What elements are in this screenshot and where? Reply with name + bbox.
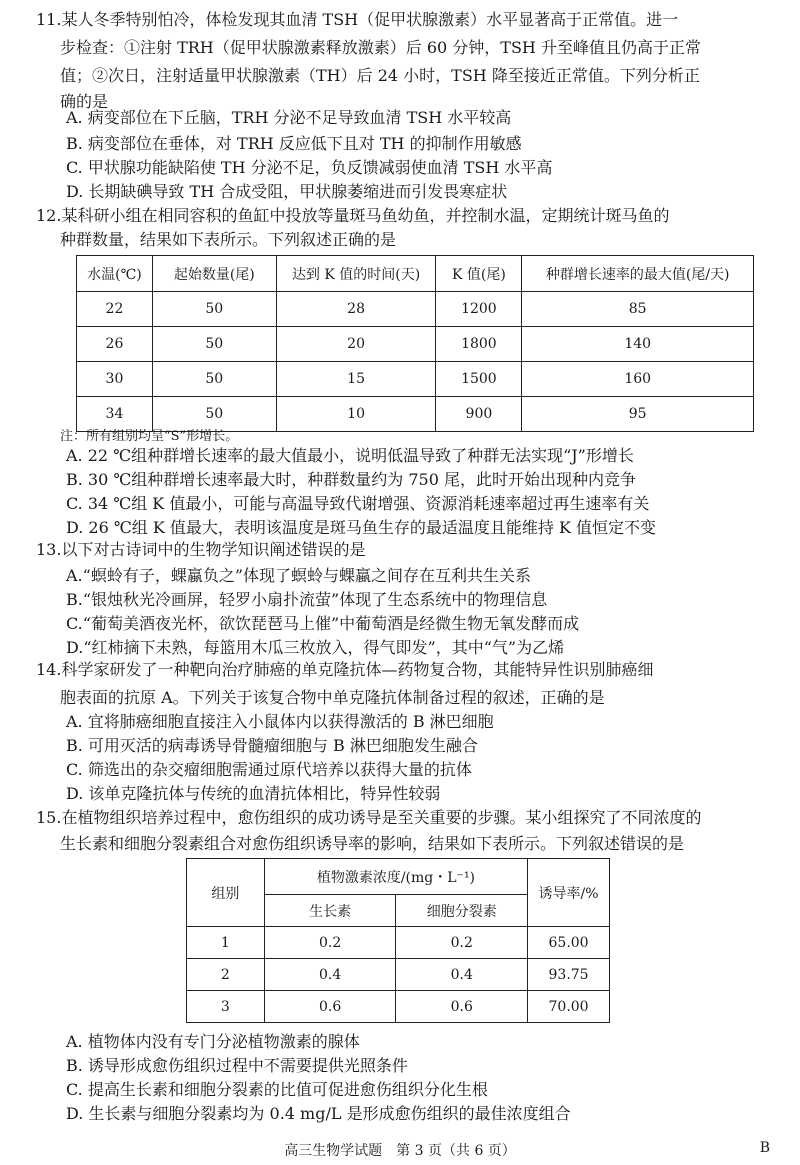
table-row — [187, 991, 610, 1023]
q14-stem-line-2: 胞表面的抗原 A。下列关于该复合物中单克隆抗体制备过程的叙述，正确的是 — [60, 688, 605, 707]
table-cell: 93.75 — [528, 959, 610, 991]
table-cell: 0.4 — [396, 959, 528, 991]
table-cell: 26 — [77, 327, 153, 362]
q11-number: 11. — [36, 10, 62, 29]
q14-stem-line-1: 14.科学家研发了一种靶向治疗肺癌的单克隆抗体—药物复合物，其能特异性识别肺癌细 — [36, 660, 654, 679]
q12-stem-line-2: 种群数量，结果如下表所示。下列叙述正确的是 — [60, 230, 397, 249]
q11-option-b: B. 病变部位在垂体，对 TRH 反应低下且对 TH 的抑制作用敏感 — [66, 134, 522, 153]
q13-option-c: C.“葡萄美酒夜光杯，欲饮琵琶马上催”中葡萄酒是经微生物无氧发酵而成 — [66, 614, 580, 633]
q15-option-c: C. 提高生长素和细胞分裂素的比值可促进愈伤组织分化生根 — [66, 1080, 488, 1099]
q15-option-b: B. 诱导形成愈伤组织过程中不需要提供光照条件 — [66, 1056, 408, 1075]
table-cell: 50 — [152, 362, 276, 397]
table-cell: 10 — [276, 397, 436, 432]
q11-stem-line-2: 步检查：①注射 TRH（促甲状腺激素释放激素）后 60 分钟，TSH 升至峰值且仍高于正常 — [60, 38, 701, 57]
q12-table-note: 注：所有组别均呈“S”形增长。 — [60, 429, 239, 444]
table-cell: 50 — [152, 327, 276, 362]
table-cell: 22 — [77, 292, 153, 327]
q12-option-a: A. 22 ℃组种群增长速率的最大值最小，说明低温导致了种群无法实现“J”形增长 — [66, 446, 634, 465]
q15-table-header-row-1 — [187, 859, 610, 895]
table-cell: 1 — [187, 927, 265, 959]
q14-option-a: A. 宜将肺癌细胞直接注入小鼠体内以获得激活的 B 淋巴细胞 — [66, 712, 494, 731]
table-cell: 900 — [436, 397, 522, 432]
table-row — [187, 959, 610, 991]
q13-stem-line-1: 13.以下对古诗词中的生物学知识阐述错误的是 — [36, 540, 366, 559]
paper-version-mark: B — [759, 1140, 770, 1156]
table-cell: 65.00 — [528, 927, 610, 959]
q12-number: 12. — [36, 206, 62, 225]
q15-option-d: D. 生长素与细胞分裂素均为 0.4 mg/L 是形成愈伤组织的最佳浓度组合 — [66, 1104, 571, 1123]
q15-header-concentration: 植物激素浓度/(mg・L⁻¹) — [264, 859, 527, 895]
table-cell: 85 — [522, 292, 754, 327]
q11-option-c: C. 甲状腺功能缺陷使 TH 分泌不足，负反馈减弱使血清 TSH 水平高 — [66, 158, 553, 177]
table-row — [77, 327, 754, 362]
q13-option-a: A.“螟蛉有子，蜾蠃负之”体现了螟蛉与蜾蠃之间存在互利共生关系 — [66, 566, 532, 585]
q15-header-cytokinin: 细胞分裂素 — [396, 895, 528, 927]
q12-option-b: B. 30 ℃组种群增长速率最大时，种群数量约为 750 尾，此时开始出现种内竞争 — [66, 470, 636, 489]
q12-header-start-count: 起始数量(尾) — [152, 256, 276, 292]
q12-header-temp: 水温(℃) — [77, 256, 153, 292]
q15-header-induction-rate: 诱导率/% — [528, 859, 610, 927]
table-cell: 3 — [187, 991, 265, 1023]
q15-number: 15. — [36, 808, 62, 827]
table-cell: 28 — [276, 292, 436, 327]
table-cell: 140 — [522, 327, 754, 362]
q12-stem-line-1: 12.某科研小组在相同容积的鱼缸中投放等量斑马鱼幼鱼，并控制水温，定期统计斑马鱼的 — [36, 206, 670, 225]
table-cell: 0.4 — [264, 959, 396, 991]
q12-header-days-to-k: 达到 K 值的时间(天) — [276, 256, 436, 292]
q12-option-d: D. 26 ℃组 K 值最大，表明该温度是斑马鱼生存的最适温度且能维持 K 值恒定不变 — [66, 518, 657, 537]
q14-option-b: B. 可用灭活的病毒诱导骨髓瘤细胞与 B 淋巴细胞发生融合 — [66, 736, 478, 755]
q15-stem-line-2: 生长素和细胞分裂素组合对愈伤组织诱导率的影响，结果如下表所示。下列叙述错误的是 — [60, 834, 685, 853]
q14-option-c: C. 筛选出的杂交瘤细胞需通过原代培养以获得大量的抗体 — [66, 760, 472, 779]
table-cell: 0.6 — [264, 991, 396, 1023]
table-cell: 1200 — [436, 292, 522, 327]
table-cell: 34 — [77, 397, 153, 432]
q11-stem-line-3: 值；②次日，注射适量甲状腺激素（TH）后 24 小时，TSH 降至接近正常值。下列分析正 — [60, 66, 700, 85]
q15-data-table — [186, 858, 610, 1023]
q11-stem-line-4: 确的是 — [60, 92, 109, 111]
q15-header-auxin: 生长素 — [264, 895, 396, 927]
q15-option-a: A. 植物体内没有专门分泌植物激素的腺体 — [66, 1032, 360, 1051]
table-cell: 160 — [522, 362, 754, 397]
q12-table-header-row — [77, 256, 754, 292]
q15-stem-line-1: 15.在植物组织培养过程中，愈伤组织的成功诱导是至关重要的步骤。某小组探究了不同浓度的 — [36, 808, 702, 827]
table-cell: 70.00 — [528, 991, 610, 1023]
q11-stem-line-1: 11.某人冬季特别怕冷，体检发现其血清 TSH（促甲状腺激素）水平显著高于正常值。进一 — [36, 10, 679, 29]
q14-number: 14. — [36, 660, 62, 679]
q11-option-a: A. 病变部位在下丘脑，TRH 分泌不足导致血清 TSH 水平较高 — [66, 108, 512, 127]
table-row — [77, 362, 754, 397]
q13-option-d: D.“红柿摘下未熟，每篮用木瓜三枚放入，得气即发”，其中“气”为乙烯 — [66, 638, 565, 657]
table-cell: 15 — [276, 362, 436, 397]
q13-number: 13. — [36, 540, 62, 559]
q12-option-c: C. 34 ℃组 K 值最小，可能与高温导致代谢增强、资源消耗速率超过再生速率有关 — [66, 494, 650, 513]
q11-option-d: D. 长期缺碘导致 TH 合成受阻，甲状腺萎缩进而引发畏寒症状 — [66, 182, 508, 201]
table-row — [77, 292, 754, 327]
table-cell: 1500 — [436, 362, 522, 397]
table-cell: 50 — [152, 397, 276, 432]
table-cell: 0.2 — [264, 927, 396, 959]
footer-page-info: 高三生物学试题 第 3 页（共 6 页） — [284, 1143, 516, 1159]
table-cell: 2 — [187, 959, 265, 991]
table-cell: 20 — [276, 327, 436, 362]
table-cell: 50 — [152, 292, 276, 327]
table-cell: 30 — [77, 362, 153, 397]
table-cell: 1800 — [436, 327, 522, 362]
q13-option-b: B.“银烛秋光冷画屏，轻罗小扇扑流萤”体现了生态系统中的物理信息 — [66, 590, 548, 609]
table-cell: 95 — [522, 397, 754, 432]
q14-option-d: D. 该单克隆抗体与传统的血清抗体相比，特异性较弱 — [66, 784, 441, 803]
table-row — [187, 927, 610, 959]
q15-header-group: 组别 — [187, 859, 265, 927]
q12-header-max-rate: 种群增长速率的最大值(尾/天) — [522, 256, 754, 292]
table-cell: 0.2 — [396, 927, 528, 959]
table-row — [77, 397, 754, 432]
q12-data-table — [76, 255, 754, 432]
q12-header-k-value: K 值(尾) — [436, 256, 522, 292]
table-cell: 0.6 — [396, 991, 528, 1023]
